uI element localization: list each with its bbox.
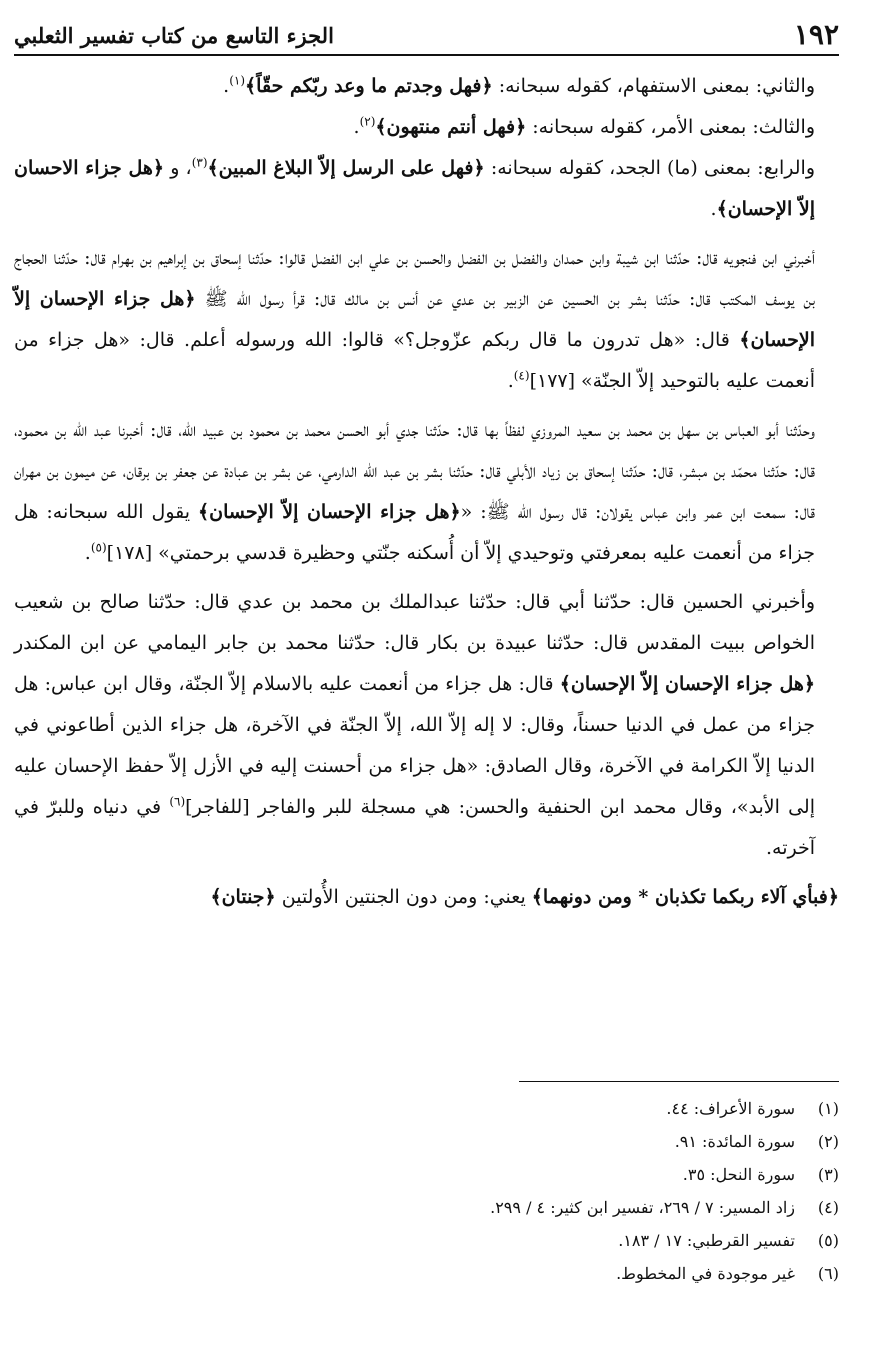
quran-verse: ﴿فهل على الرسل إلاّ البلاغ المبين﴾ [207, 157, 485, 179]
footnote-number: (٢) [817, 1132, 839, 1151]
footnote-ref: (٥) [90, 540, 107, 555]
punctuation: . [710, 198, 717, 220]
paragraph-text: في دنياه وللبرّ في آخرته. [14, 796, 815, 859]
paragraph-7 [14, 877, 839, 918]
quran-verse: ﴿هل جزاء الإحسان إلاّ الإحسان﴾ [198, 501, 461, 523]
quran-verse: ﴿فهل وجدتم ما وعد ربّكم حقّاً﴾ [245, 75, 493, 97]
quran-verse: ﴿جنتان﴾ [210, 886, 276, 908]
paragraph-5 [14, 410, 839, 574]
footnote-number: (٤) [817, 1198, 839, 1217]
punctuation: . [223, 75, 230, 97]
footnote-ref: (٦) [169, 794, 186, 809]
running-title: الجزء التاسع من كتاب تفسير الثعلبي [14, 23, 334, 48]
footnote-number: (٦) [817, 1264, 839, 1283]
footnote-text: سورة النحل: ٣٥. [682, 1165, 795, 1184]
paragraph-text: ، و [170, 157, 192, 179]
footnote [200, 1257, 839, 1290]
punctuation: . [507, 370, 514, 392]
footnote-text: غير موجودة في المخطوط. [616, 1264, 795, 1283]
footnote-divider [519, 1081, 839, 1082]
footnote-ref: (١) [229, 73, 246, 88]
footnote [200, 1092, 839, 1125]
footnotes [200, 1092, 839, 1290]
paragraph-2 [14, 107, 839, 148]
footnote-number: (٥) [817, 1231, 839, 1250]
paragraph-4 [14, 238, 839, 402]
paragraph-1 [14, 66, 839, 107]
main-text [14, 66, 839, 918]
quran-verse: ﴿فهل أنتم منتهون﴾ [375, 116, 527, 138]
paragraph-6 [14, 582, 839, 869]
paragraph-text: والرابع: بمعنى (ما) الجحد، كقوله سبحانه: [490, 157, 815, 179]
footnote-number: (١) [817, 1099, 839, 1118]
footnote [200, 1158, 839, 1191]
footnote-text: سورة المائدة: ٩١. [674, 1132, 795, 1151]
paragraph-text: قال: «هل تدرون ما قال ربكم عزّوجل؟» قالوا: الله ورسوله أعلم. قال: «هل جزاء من أنعمت عليه بالتوحيد إلاّ الجنّة» [١٧٧] [14, 329, 815, 392]
footnote [200, 1191, 839, 1224]
paragraph-text: قال: هل جزاء من أنعمت عليه بالاسلام إلاّ الجنّة، وقال ابن عباس: هل جزاء من عمل في الدنيا حسناً، وقال: لا إله إلاّ الله، إلاّ الجنّة في الآخرة، هل جزاء الذين أطاعوني في الدنيا إلاّ الكرامة في الآخرة، وقال الصادق: «هل جزاء من أحسنت إليه في الأزل إلاّ حفظ الإحسان عليه إلى الأبد»، وقال محمد ابن الحنفية والحسن: هي مسجلة للبر والفاجر [للفاجر] [14, 673, 816, 818]
punctuation: . [353, 116, 360, 138]
footnote-text: زاد المسير: ٧ / ٢٦٩، تفسير ابن كثير: ٤ / ٢٩٩. [490, 1198, 795, 1217]
paragraph-text: يعني: ومن دون الجنتين الأُولتين [281, 886, 526, 908]
footnote-text: تفسير القرطبي: ١٧ / ١٨٣. [618, 1231, 795, 1250]
punctuation: . [84, 542, 91, 564]
page-number: ١٩٢ [793, 18, 839, 51]
quran-verse: ﴿هل جزاء الإحسان إلاّ الإحسان﴾ [14, 288, 815, 351]
quran-verse: ﴿هل جزاء الإحسان إلاّ الإحسان﴾ [559, 673, 815, 695]
paragraph-text: يقول الله سبحانه: هل جزاء من أنعمت عليه بمعرفتي وتوحيدي إلاّ أن أُسكنه جنّتي وحظيرة قدسي برحمتي» [١٧٨] [14, 501, 815, 564]
paragraph-text: والثالث: بمعنى الأمر، كقوله سبحانه: [532, 116, 815, 138]
quran-verse: ﴿فبأي آلاء ربكما تكذبان * ومن دونهما﴾ [531, 886, 839, 908]
paragraph-3 [14, 148, 839, 230]
footnote [200, 1125, 839, 1158]
quran-verse: ﴿هل جزاء الاحسان إلاّ الإحسان﴾ [14, 157, 815, 220]
page-header [14, 18, 839, 56]
footnote-ref: (٣) [191, 155, 208, 170]
paragraph-text: وأخبرني الحسين قال: حدّثنا أبي قال: حدّثنا عبدالملك بن محمد بن عدي قال: حدّثنا صالح بن شعيب الخواص ببيت المقدس قال: حدّثنا عبيدة بن بكار قال: حدّثنا محمد بن جابر اليمامي عن ابن المكندر [14, 591, 815, 654]
paragraph-text: والثاني: بمعنى الاستفهام، كقوله سبحانه: [498, 75, 815, 97]
footnote-ref: (٤) [513, 368, 530, 383]
paragraph-text: أخبرني ابن فنجويه قال: حدّثنا ابن شيبة وابن حمدان والفضل بن الفضل والحسن بن علي ابن الفضل قالوا: حدّثنا إسحاق بن إبراهيم بن بهرام قال: حدّثنا الحجاج بن يوسف المكتب قال: حدّثنا بشر بن الحسين عن الزبير بن عدي عن أنس بن مالك قال: قرأ رسول الله ﷺ [14, 247, 816, 310]
footnote-ref: (٢) [359, 114, 376, 129]
footnote-text: سورة الأعراف: ٤٤. [666, 1099, 795, 1118]
footnote [200, 1224, 839, 1257]
footnote-number: (٣) [817, 1165, 839, 1184]
paragraph-text: وحدّثنا أبو العباس بن سهل بن محمد بن سعيد المروزي لفظاً بها قال: حدّثنا جدي أبو الحسن محمد بن محمود بن عبيد الله، قال: أخبرنا عبد الله بن محمود، قال: حدّثنا محمّد بن مبشر، قال: حدّثنا إسحاق بن زياد الأبلي قال: حدّثنا بشر بن عبد الله الدارمي، عن بشر بن عبادة عن جعفر بن برقان، عن ميمون بن مهران قال: سمعت ابن عمر وابن عباس يقولان: قال رسول الله ﷺ: « [14, 419, 815, 523]
